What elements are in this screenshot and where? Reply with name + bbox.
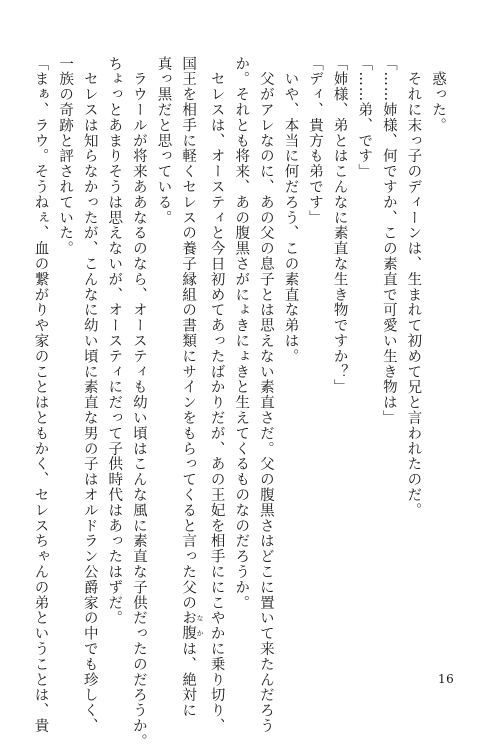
text-line: 「ディ、貴方も弟です」 <box>307 56 324 226</box>
text-line: 「姉様、弟とはこんなに素直な生き物ですか？」 <box>331 56 348 395</box>
text-line: 「……弟、です」 <box>356 56 373 180</box>
text-line: セレスは、オースティと今日初めてあったばかりだが、あの王妃を相手ににこやかに乗り切り、 <box>208 56 225 734</box>
text-line: セレスは知らなかったが、こんなに幼い頃に素直な男の子はオルドラン公爵家の中でも珍しく、 <box>81 56 98 734</box>
text-line: か。それとも将来、あの腹黒さがにょきにょきと生えてくるものなのだろうか。 <box>233 56 250 611</box>
text-line: 惑った。 <box>430 56 446 133</box>
text-line: 一族の奇跡と評されていた。 <box>57 56 74 257</box>
text-line: いや、本当に何だろう、この素直な弟は。 <box>282 56 299 364</box>
page-number: 16 <box>438 672 455 686</box>
text-line: 父がアレなのに、あの父の息子とは思えない素直さだ。父の腹黒さはどこに置いて来たんだろう <box>257 56 274 734</box>
ruby-annotation: お腹 なか <box>180 610 205 642</box>
text-line: 「まぁ、ラウ。そうねぇ、血の繋がりや家のことはともかく、セレスちゃんの弟ということは、貴 <box>32 56 49 734</box>
text-line: それに末っ子のディーンは、生まれて初めて兄と言われたのだ。 <box>405 56 422 518</box>
text-line: ラウールが将来ああなるのなら、オースティも幼い頃はこんな風に素直な子供だったのだろうか。 <box>130 56 147 749</box>
text-line: 「……姉様、何ですか、この素直で可愛い生き物は」 <box>380 56 397 426</box>
text-line: 真っ黒だと思っている。 <box>155 56 172 226</box>
ruby-reading: なか <box>196 610 205 642</box>
text-line: ちょっとあまりそうは思えないが、オースティにだって子供時代はあったはずだ。 <box>106 56 123 626</box>
text-line: 国王を相手に軽くセレスの養子縁組の書類にサインをもらってくると言った父のお腹 なかは、絶対に <box>180 56 205 719</box>
